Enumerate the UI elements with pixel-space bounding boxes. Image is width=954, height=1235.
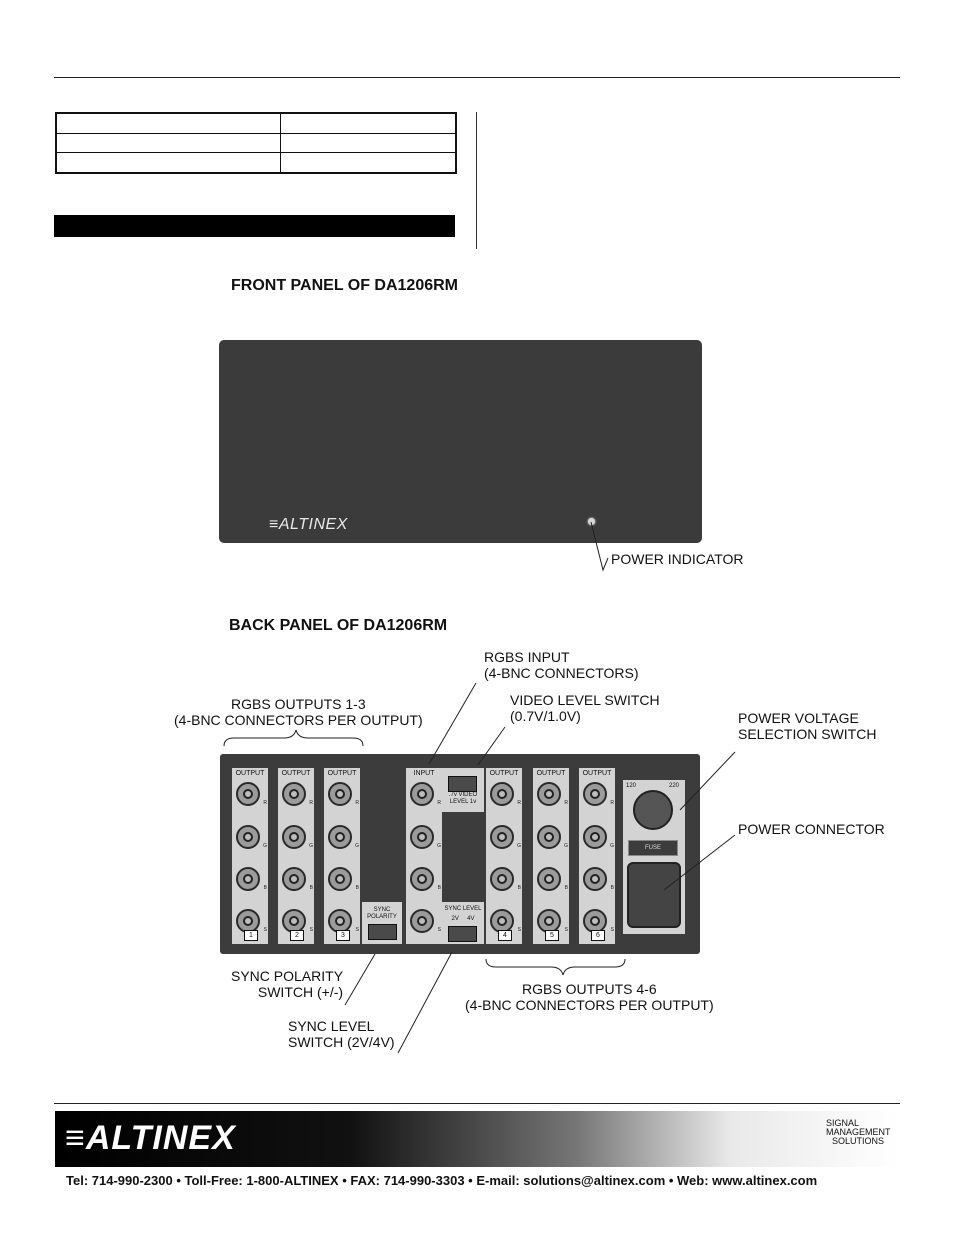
channel-label: S (610, 927, 614, 933)
video-level-label: VIDEO LEVEL SWITCH (0.7V/1.0V) (510, 692, 660, 724)
power-indicator-label: POWER INDICATOR (611, 551, 744, 567)
output-label: OUTPUT (281, 770, 311, 777)
video-level-switch-block: .7v VIDEO LEVEL 1v (442, 768, 484, 812)
channel-label: B (610, 885, 614, 891)
rgbs-input-pointer (429, 683, 476, 764)
front-logo: ≡ALTINEX (269, 516, 348, 533)
fuse-holder: FUSE (628, 840, 678, 856)
power-module: 120 220 FUSE (623, 780, 685, 934)
channel-label: R (564, 800, 568, 806)
channel-label: R (355, 800, 359, 806)
channel-label: R (263, 800, 267, 806)
sync-level-switch-block: SYNC LEVEL 2V 4V (442, 902, 484, 944)
output-number: 3 (336, 930, 350, 941)
channel-label: S (564, 927, 568, 933)
channel-label: S (517, 927, 521, 933)
channel-label: R (437, 800, 441, 806)
channel-label: G (263, 843, 267, 849)
footer-contact-line: Tel: 714-990-2300 • Toll-Free: 1-800-ALTINEX • FAX: 714-990-3303 • E-mail: solutions@altinex.com • Web: www.altinex.com (66, 1173, 818, 1188)
power-voltage-pointer (680, 752, 735, 810)
channel-label: B (263, 885, 267, 891)
outputs-1-3-label: RGBS OUTPUTS 1-3 (4-BNC CONNECTORS PER OUTPUT) (174, 696, 423, 728)
channel-label: G (610, 843, 614, 849)
output-number: 1 (244, 930, 258, 941)
input-label: INPUT (413, 770, 435, 777)
outputs-4-6-bracket (486, 959, 625, 975)
power-connector-label: POWER CONNECTOR (738, 821, 885, 837)
footer-banner (55, 1111, 899, 1167)
channel-label: G (355, 843, 359, 849)
channel-label: S (355, 927, 359, 933)
channel-label: R (309, 800, 313, 806)
channel-label: B (564, 885, 568, 891)
rgbs-input-label: RGBS INPUT (4-BNC CONNECTORS) (484, 649, 639, 681)
channel-label: G (437, 843, 441, 849)
signal-management-solutions-logo: SIGNAL MANAGEMENT SOLUTIONS (826, 1118, 891, 1146)
sync-polarity-label: SYNC POLARITY SWITCH (+/-) (231, 968, 344, 1000)
output-label: OUTPUT (327, 770, 357, 777)
sync-polarity-pointer (345, 954, 375, 1005)
channel-label: B (517, 885, 521, 891)
sync-level-label: SYNC LEVEL SWITCH (2V/4V) (288, 1018, 395, 1050)
output-label: OUTPUT (582, 770, 612, 777)
channel-label: G (564, 843, 568, 849)
sync-level-pointer (398, 952, 452, 1053)
channel-label: R (517, 800, 521, 806)
power-voltage-label: POWER VOLTAGE SELECTION SWITCH (738, 710, 877, 742)
power-connector-pointer (664, 835, 735, 890)
output-label: OUTPUT (235, 770, 265, 777)
video-level-pointer (478, 727, 505, 765)
output-label: OUTPUT (489, 770, 519, 777)
channel-label: B (309, 885, 313, 891)
output-label: OUTPUT (536, 770, 566, 777)
output-number: 4 (498, 930, 512, 941)
front-panel-heading: FRONT PANEL OF DA1206RM (231, 277, 458, 294)
back-panel-heading: BACK PANEL OF DA1206RM (229, 617, 448, 634)
output-number: 2 (290, 930, 304, 941)
footer-logo: ≡ALTINEX (65, 1119, 236, 1157)
outputs-4-6-label: RGBS OUTPUTS 4-6 (4-BNC CONNECTORS PER OUTPUT) (465, 981, 714, 1013)
footer-rule (54, 1103, 900, 1104)
output-number: 6 (591, 930, 605, 941)
outputs-1-3-bracket (224, 730, 363, 746)
output-number: 5 (545, 930, 559, 941)
channel-label: S (263, 927, 267, 933)
channel-label: S (309, 927, 313, 933)
channel-label: B (437, 885, 441, 891)
power-indicator-pointer (591, 522, 608, 570)
channel-label: G (309, 843, 313, 849)
sync-polarity-switch-block: SYNC POLARITY (362, 902, 402, 944)
channel-label: G (517, 843, 521, 849)
channel-label: S (437, 927, 441, 933)
channel-label: B (355, 885, 359, 891)
channel-label: R (610, 800, 614, 806)
